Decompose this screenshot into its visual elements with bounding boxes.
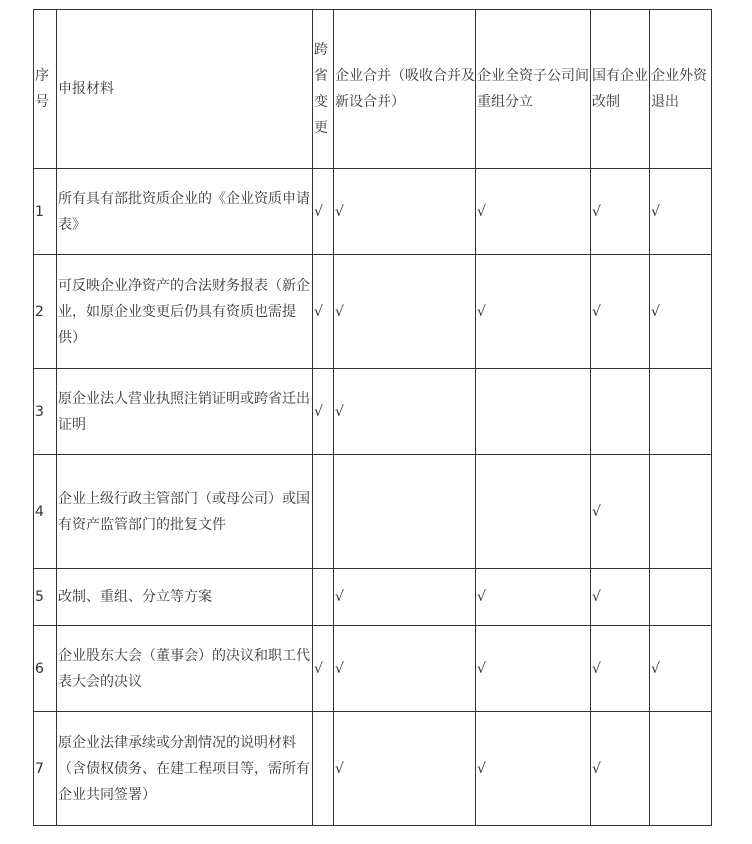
row-material: 企业上级行政主管部门（或母公司）或国有资产监管部门的批复文件: [57, 455, 313, 569]
cell-cross-province: √: [313, 626, 334, 712]
cell-cross-province: √: [313, 169, 334, 255]
header-index: 序号: [34, 10, 57, 169]
header-material: 申报材料: [57, 10, 313, 169]
cell-foreign-exit: [650, 369, 712, 455]
cell-cross-province: √: [313, 255, 334, 369]
cell-foreign-exit: [650, 712, 712, 826]
cell-soe-restructure: [591, 369, 650, 455]
cell-cross-province: [313, 712, 334, 826]
cell-subsidiary-reorg: √: [476, 626, 591, 712]
cell-cross-province: [313, 569, 334, 626]
cell-foreign-exit: √: [650, 255, 712, 369]
cell-foreign-exit: [650, 569, 712, 626]
cell-subsidiary-reorg: √: [476, 255, 591, 369]
header-foreign-exit: 企业外资退出: [650, 10, 712, 169]
row-index: 5: [34, 569, 57, 626]
cell-soe-restructure: √: [591, 569, 650, 626]
cell-merger: [334, 455, 476, 569]
table-row: [34, 255, 712, 369]
row-index: 2: [34, 255, 57, 369]
cell-subsidiary-reorg: √: [476, 712, 591, 826]
row-index: 7: [34, 712, 57, 826]
table-row: [34, 569, 712, 626]
header-row: [34, 10, 712, 169]
cell-cross-province: [313, 455, 334, 569]
header-cross-province: 跨省变更: [313, 10, 334, 169]
header-soe-restructure: 国有企业改制: [591, 10, 650, 169]
row-material: 改制、重组、分立等方案: [57, 569, 313, 626]
row-index: 6: [34, 626, 57, 712]
table-row: [34, 369, 712, 455]
cell-merger: √: [334, 255, 476, 369]
cell-soe-restructure: √: [591, 712, 650, 826]
cell-merger: √: [334, 369, 476, 455]
cell-merger: √: [334, 626, 476, 712]
row-material: 企业股东大会（董事会）的决议和职工代表大会的决议: [57, 626, 313, 712]
row-material: 原企业法人营业执照注销证明或跨省迁出证明: [57, 369, 313, 455]
cell-merger: √: [334, 569, 476, 626]
row-index: 1: [34, 169, 57, 255]
cell-foreign-exit: √: [650, 626, 712, 712]
row-material: 所有具有部批资质企业的《企业资质申请表》: [57, 169, 313, 255]
cell-cross-province: √: [313, 369, 334, 455]
cell-subsidiary-reorg: √: [476, 569, 591, 626]
cell-foreign-exit: √: [650, 169, 712, 255]
header-subsidiary-reorg: 企业全资子公司间重组分立: [476, 10, 591, 169]
materials-table: [33, 9, 712, 826]
cell-subsidiary-reorg: √: [476, 169, 591, 255]
cell-soe-restructure: √: [591, 255, 650, 369]
table-row: [34, 712, 712, 826]
table-row: [34, 626, 712, 712]
row-index: 4: [34, 455, 57, 569]
row-material: 原企业法律承续或分割情况的说明材料（含债权债务、在建工程项目等，需所有企业共同签署）: [57, 712, 313, 826]
cell-merger: √: [334, 169, 476, 255]
table-row: [34, 169, 712, 255]
header-merger: 企业合并（吸收合并及新设合并）: [334, 10, 476, 169]
cell-merger: √: [334, 712, 476, 826]
cell-subsidiary-reorg: [476, 369, 591, 455]
cell-soe-restructure: √: [591, 626, 650, 712]
cell-subsidiary-reorg: [476, 455, 591, 569]
row-material: 可反映企业净资产的合法财务报表（新企业，如原企业变更后仍具有资质也需提供）: [57, 255, 313, 369]
cell-soe-restructure: √: [591, 455, 650, 569]
table-row: [34, 455, 712, 569]
cell-foreign-exit: [650, 455, 712, 569]
cell-soe-restructure: √: [591, 169, 650, 255]
row-index: 3: [34, 369, 57, 455]
